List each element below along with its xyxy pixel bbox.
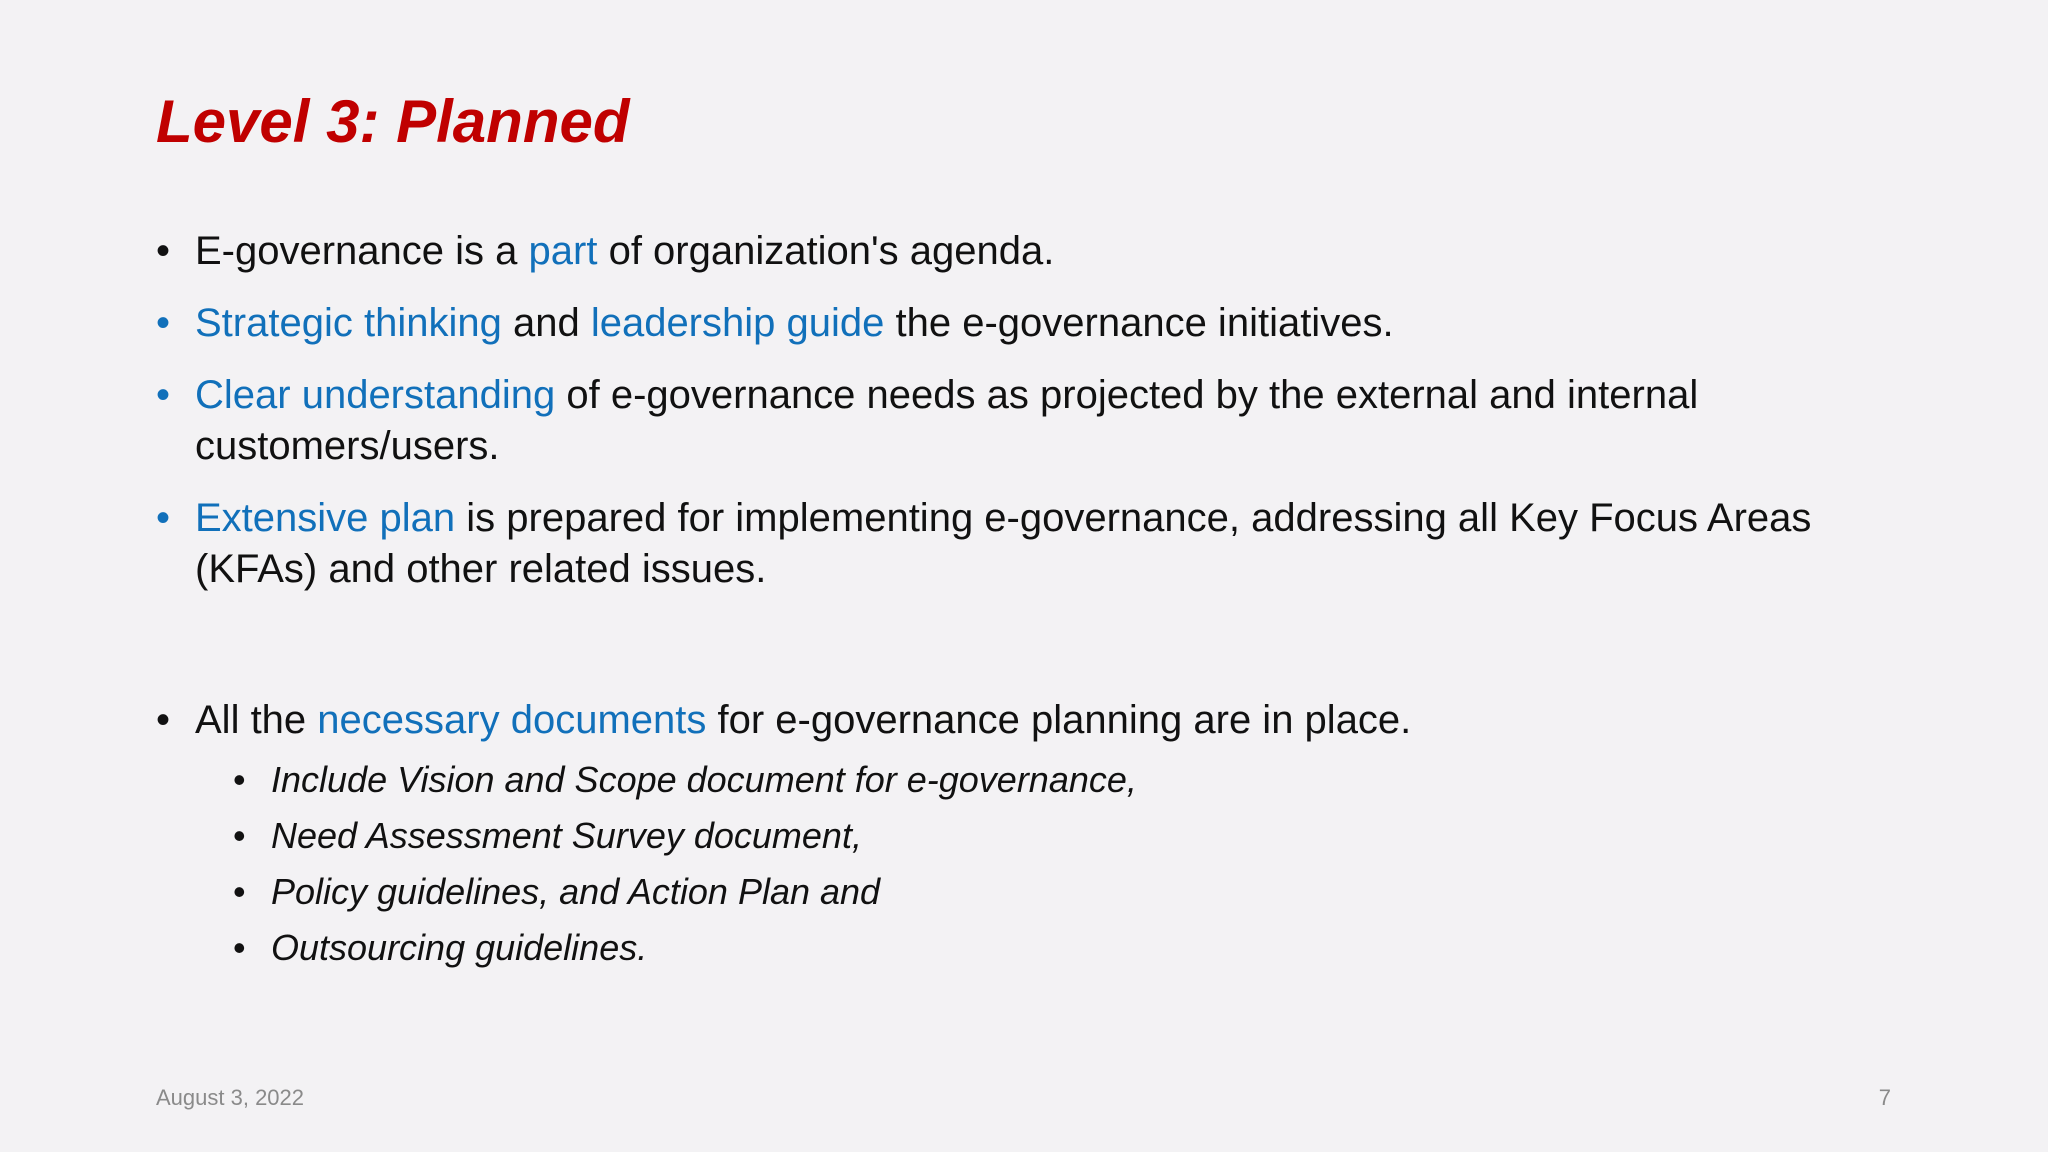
bullet-text: the e-governance initiatives.: [884, 301, 1394, 345]
bullet-dot-icon: •: [156, 301, 171, 345]
sub-bullet-text: Include Vision and Scope document for e-governance,: [271, 759, 1137, 800]
bullet-text: and: [501, 301, 591, 345]
bullet-text: of organization's agenda.: [597, 229, 1055, 273]
bullet-text: All the: [195, 698, 318, 742]
page-number: 7: [1878, 1085, 1891, 1110]
bullet-dot-icon: •: [156, 496, 171, 540]
sub-bullet-item: [233, 808, 1876, 864]
footer-date: August 3, 2022: [156, 1085, 305, 1110]
bullet-dot-icon: •: [233, 871, 246, 912]
highlighted-term: part: [528, 229, 598, 273]
bullet-dot-icon: •: [156, 373, 171, 417]
bullet-dot-icon: •: [156, 229, 171, 273]
bullet-item: [156, 695, 1876, 976]
bullet-dot-icon: •: [233, 759, 246, 800]
sub-bullet-item: [233, 864, 1876, 920]
sub-bullet-text: Outsourcing guidelines.: [271, 927, 648, 968]
bullet-dot-icon: •: [233, 927, 246, 968]
sub-bullet-text: Policy guidelines, and Action Plan and: [271, 871, 881, 912]
bullet-text: E-governance is a: [195, 229, 529, 273]
highlighted-term: Strategic thinking: [195, 301, 502, 345]
bullet-item: [156, 298, 1876, 349]
bullet-text: for e-governance planning are in place.: [706, 698, 1412, 742]
sub-bullet-item: [233, 752, 1876, 808]
bullet-item: [156, 370, 1876, 472]
bullet-dot-icon: •: [233, 815, 246, 856]
slide-title: Level 3: Planned: [156, 88, 630, 155]
highlighted-term: Clear understanding: [195, 373, 556, 417]
sub-bullet-item: [233, 920, 1876, 976]
spacer: [156, 616, 1876, 695]
bullet-item: [156, 493, 1876, 595]
bullet-item: [156, 226, 1876, 277]
bullet-dot-icon: •: [156, 698, 171, 742]
highlighted-term: necessary documents: [317, 698, 707, 742]
sub-bullet-text: Need Assessment Survey document,: [271, 815, 862, 856]
highlighted-term: leadership guide: [590, 301, 885, 345]
highlighted-term: Extensive plan: [195, 496, 456, 540]
sub-bullet-list: [156, 752, 1876, 976]
slide-content: [156, 226, 1876, 997]
bullet-text: of e-governance needs as projected by the external and internal customers/users.: [195, 373, 1699, 468]
bullet-text: is prepared for implementing e-governance, addressing all Key Focus Areas (KFAs) and other related issues.: [195, 496, 1812, 591]
